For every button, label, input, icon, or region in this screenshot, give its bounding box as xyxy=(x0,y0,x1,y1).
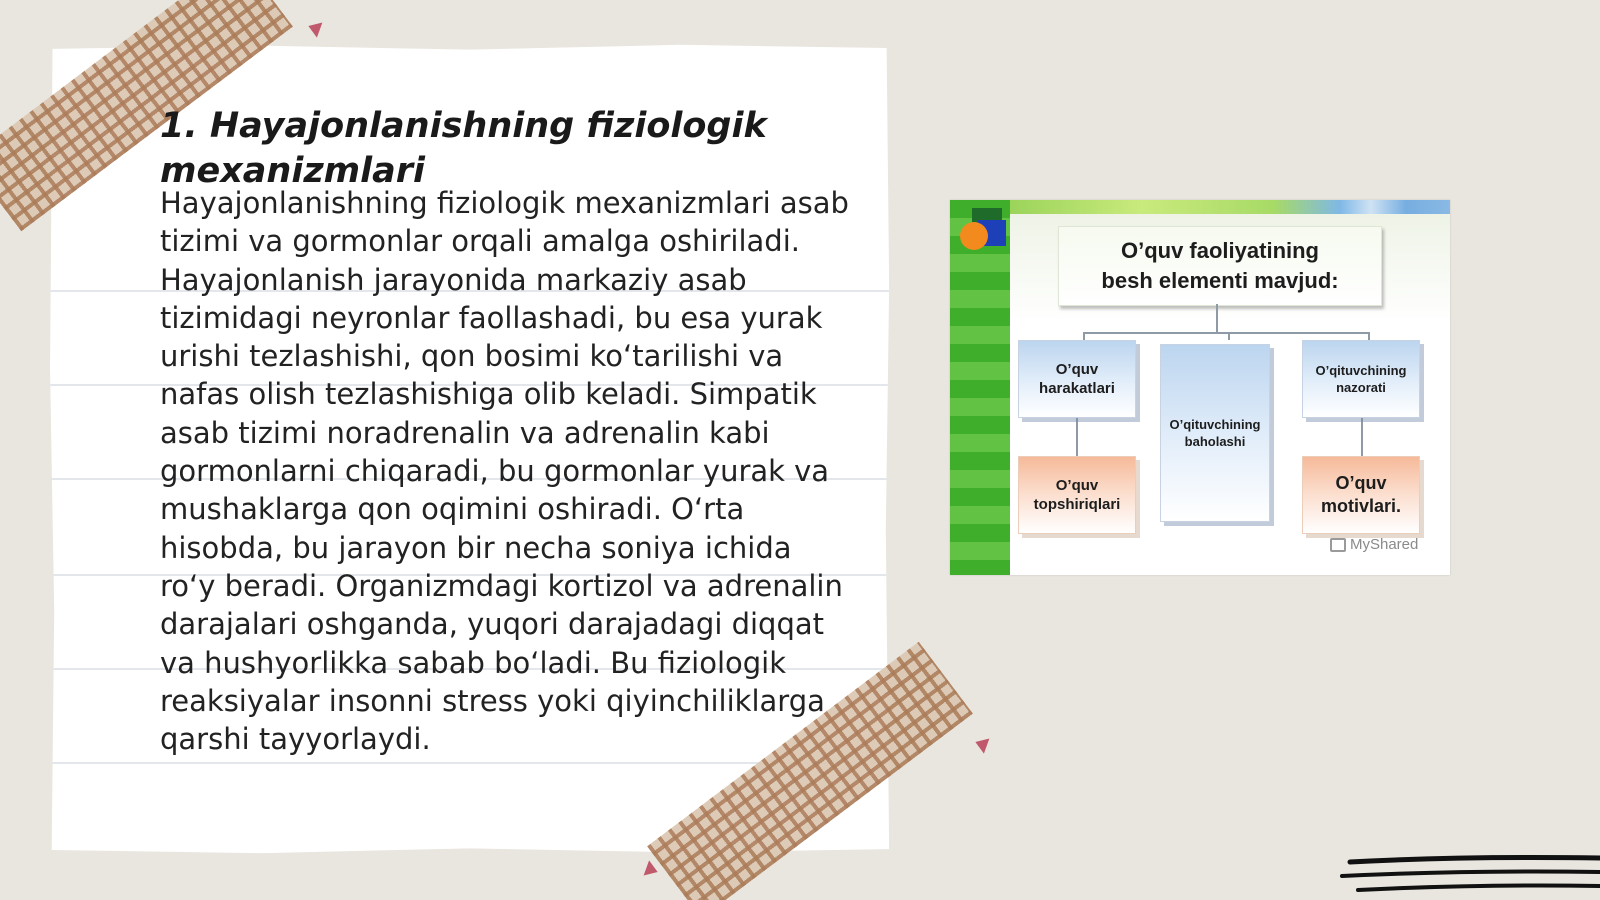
diagram-green-strip xyxy=(950,200,1010,575)
diagram-watermark xyxy=(1330,536,1418,553)
tape-corner-decoration xyxy=(644,860,661,879)
connector-line xyxy=(1076,418,1078,456)
connector-line xyxy=(1361,416,1363,456)
tape-corner-decoration xyxy=(306,18,323,37)
diagram-box-oquv-topshiriqlari xyxy=(1018,456,1136,534)
diagram-box-oqituvchining-baholashi xyxy=(1160,344,1270,522)
diagram-box-label: O’quv harakatlari xyxy=(1039,361,1115,397)
diagram-title-line1: O’quv faoliyatining xyxy=(1120,238,1319,263)
connector-line xyxy=(1228,332,1230,340)
myshared-logo-icon xyxy=(1330,538,1346,552)
diagram-box-oqituvchining-nazorati xyxy=(1302,340,1420,418)
diagram-box-label: O’qituvchining baholashi xyxy=(1169,417,1261,449)
diagram-top-bar xyxy=(1010,200,1450,214)
slide-title: 1. Hayajonlanishning fiziologik mexanizmlari xyxy=(160,106,767,191)
tape-corner-decoration xyxy=(973,734,990,753)
diagram-box-label: O’quv motivlari. xyxy=(1320,473,1402,516)
diagram-box-oquv-motivlari xyxy=(1302,456,1420,534)
connector-line xyxy=(1083,332,1369,334)
diagram-title-line2: besh elementi mavjud: xyxy=(1101,268,1339,293)
brush-stroke-lines xyxy=(1340,840,1600,900)
diagram-box-label: O’qituvchining nazorati xyxy=(1315,363,1407,395)
diagram-box-oquv-harakatlari xyxy=(1018,340,1136,418)
connector-line xyxy=(1368,332,1370,340)
diagram-box-label: O’quv topshiriqlari xyxy=(1033,477,1121,513)
watermark-text: MyShared xyxy=(1350,536,1419,553)
diagram-image xyxy=(950,200,1450,575)
slide-body-text: Hayajonlanishning fiziologik mexanizmlari asab tizimi va gormonlar orqali amalga oshiriladi. Hayajonlanish jarayonida markaziy asab tizimidagi neyronlar faollashadi, bu esa yurak urishi tezlashishi, qon bosimi ko‘tarilishi va nafas olish tezlashishiga olib keladi. Simpatik asab tizimi noradrenalin va adrenalin kabi gormonlarni chiqaradi, bu gormonlar yurak va mushaklarga qon oqimini oshiradi. O‘rta hisobda, bu jarayon bir necha soniya ichida ro‘y beradi. Organizmdagi kortizol va adrenalin darajalari oshganda, yuqori darajadagi diqqat va hushyorlikka sabab bo‘ladi. Bu fiziologik reaksiyalar insonni stress yoki qiyinchiliklarga qarshi tayyorlaydi. xyxy=(160,186,849,757)
connector-line xyxy=(1083,332,1085,340)
diagram-logo-icon xyxy=(956,206,1008,252)
diagram-title-box xyxy=(1058,226,1382,306)
connector-line xyxy=(1216,304,1218,332)
